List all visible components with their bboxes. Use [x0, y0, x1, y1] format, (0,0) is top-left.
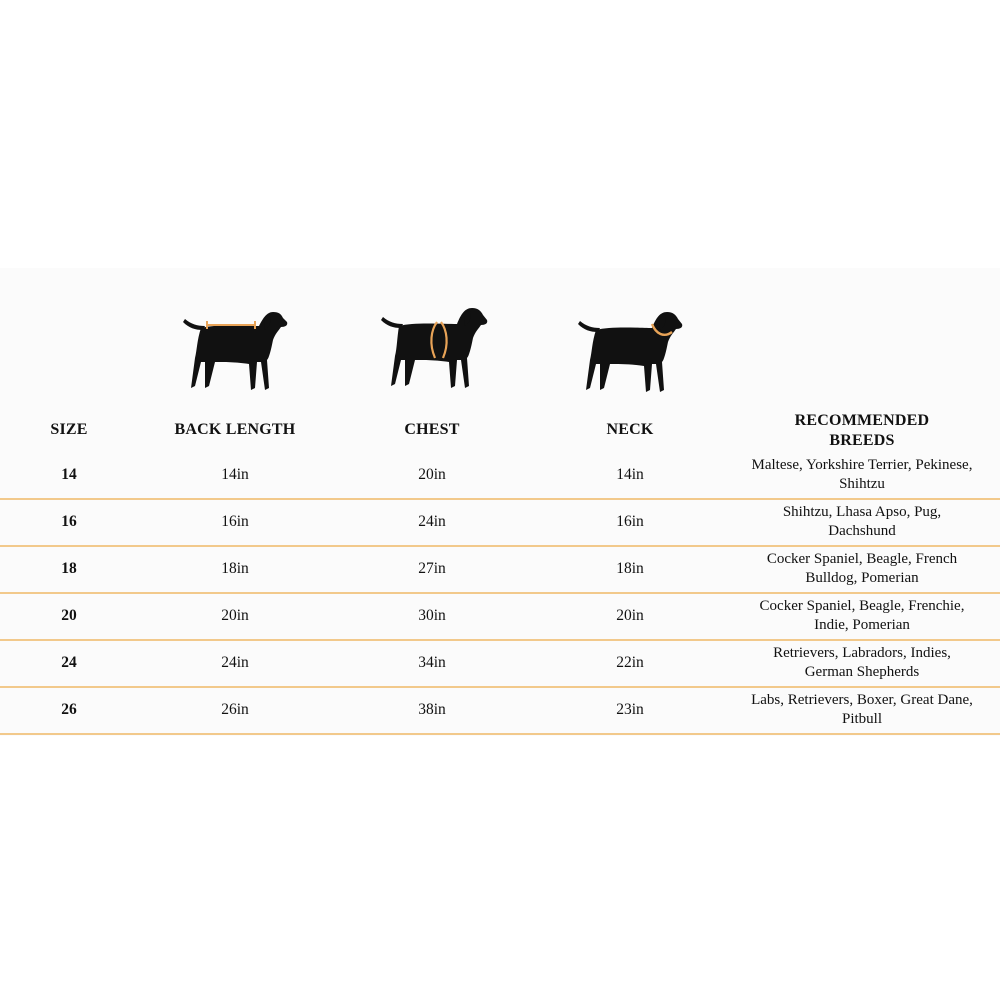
breeds-cell — [727, 593, 997, 639]
neck-cell: 22in — [616, 654, 644, 671]
size-cell: 14 — [61, 466, 77, 483]
table-row — [0, 687, 1000, 735]
header-recommended-breeds — [762, 411, 962, 451]
breeds-line1: Retrievers, Labradors, Indies, — [773, 645, 951, 661]
breeds-cell — [727, 499, 997, 545]
chest-cell: 27in — [418, 560, 446, 577]
neck-cell: 18in — [616, 560, 644, 577]
breeds-line1: Labs, Retrievers, Boxer, Great Dane, — [751, 692, 973, 708]
header-breeds-line2: BREEDS — [829, 432, 895, 449]
size-cell: 24 — [61, 654, 77, 671]
dog-chest-icon — [375, 300, 490, 395]
back-length-cell: 16in — [221, 513, 249, 530]
breeds-cell — [727, 452, 997, 498]
breeds-line2: Dachshund — [828, 523, 896, 539]
back-length-cell: 18in — [221, 560, 249, 577]
size-cell: 16 — [61, 513, 77, 530]
breeds-cell — [727, 546, 997, 592]
breeds-cell — [727, 640, 997, 686]
table-row — [0, 452, 1000, 500]
size-cell: 20 — [61, 607, 77, 624]
table-row — [0, 499, 1000, 547]
chest-cell: 38in — [418, 701, 446, 718]
chest-cell: 24in — [418, 513, 446, 530]
neck-cell: 16in — [616, 513, 644, 530]
breeds-line1: Maltese, Yorkshire Terrier, Pekinese, — [751, 457, 973, 473]
breeds-cell — [727, 687, 997, 733]
table-row — [0, 593, 1000, 641]
header-back-length: BACK LENGTH — [174, 421, 296, 438]
neck-cell: 20in — [616, 607, 644, 624]
header-chest: CHEST — [404, 421, 460, 438]
dog-neck-icon — [572, 300, 687, 395]
breeds-line2: Bulldog, Pomerian — [805, 570, 919, 586]
breeds-line2: Indie, Pomerian — [814, 617, 910, 633]
breeds-line2: Shihtzu — [839, 476, 885, 492]
table-row — [0, 546, 1000, 594]
breeds-line2: German Shepherds — [804, 664, 920, 680]
back-length-cell: 14in — [221, 466, 249, 483]
header-size: SIZE — [50, 421, 88, 438]
chest-cell: 20in — [418, 466, 446, 483]
back-length-cell: 24in — [221, 654, 249, 671]
chest-cell: 34in — [418, 654, 446, 671]
back-length-cell: 26in — [221, 701, 249, 718]
size-cell: 26 — [61, 701, 77, 718]
breeds-line2: Pitbull — [841, 711, 882, 727]
breeds-line1: Cocker Spaniel, Beagle, Frenchie, — [759, 598, 965, 614]
header-neck: NECK — [606, 421, 654, 438]
size-cell: 18 — [61, 560, 77, 577]
neck-cell: 23in — [616, 701, 644, 718]
breeds-line1: Cocker Spaniel, Beagle, French — [766, 551, 958, 567]
neck-cell: 14in — [616, 466, 644, 483]
chest-cell: 30in — [418, 607, 446, 624]
table-row — [0, 640, 1000, 688]
back-length-cell: 20in — [221, 607, 249, 624]
breeds-line1: Shihtzu, Lhasa Apso, Pug, — [782, 504, 942, 520]
header-breeds-line1: RECOMMENDED — [794, 412, 930, 429]
dog-back-length-icon — [175, 300, 290, 395]
